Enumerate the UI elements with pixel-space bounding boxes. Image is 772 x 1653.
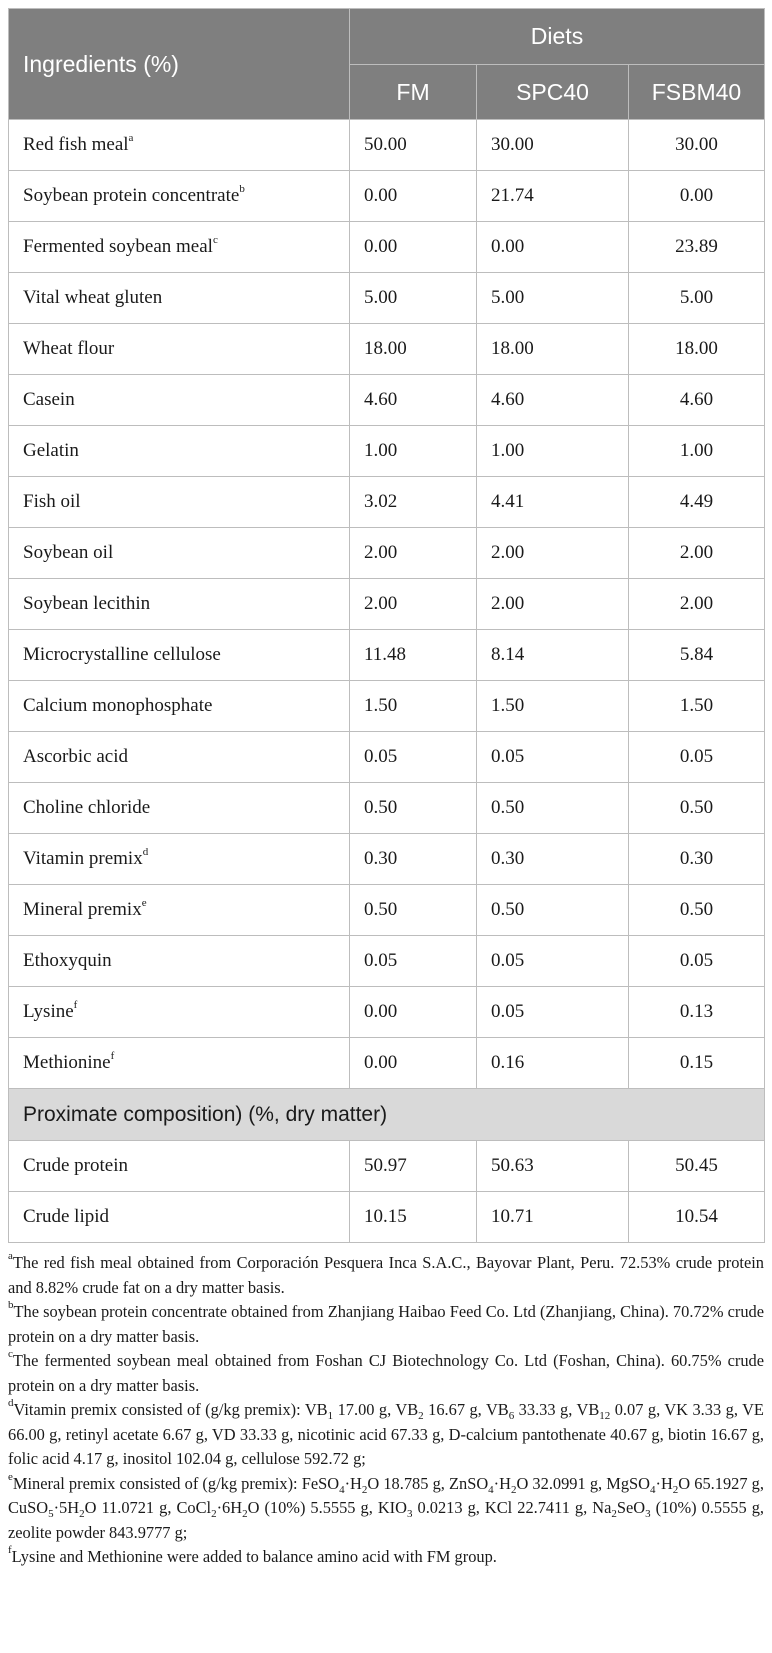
cell-value: 1.50 (350, 681, 477, 732)
cell-value: 5.84 (629, 630, 765, 681)
table-row (9, 783, 765, 834)
ingredient-name: Calcium monophosphate (9, 681, 350, 732)
table-row (9, 987, 765, 1038)
cell-value: 23.89 (629, 222, 765, 273)
cell-value: 0.30 (477, 834, 629, 885)
cell-value: 0.05 (629, 732, 765, 783)
footnote-c: $^c$The fermented soybean meal obtained from Foshan CJ Biotechnology Co. Ltd (Foshan, China). 60.75% crude protein on a dry matter basis. (8, 1348, 764, 1395)
table-row (9, 273, 765, 324)
ingredient-name: Soybean oil (9, 528, 350, 579)
cell-value: 50.45 (629, 1141, 765, 1192)
proximate-name: Crude protein (9, 1141, 350, 1192)
cell-value: 0.05 (629, 936, 765, 987)
table-row (9, 375, 765, 426)
table-row (9, 630, 765, 681)
footnote-e: $^e$Mineral premix consisted of (g/kg premix): $FeSO_4\cdot H_2O$ 18.785 g, $ZnSO_4\cdot H_2O$ 32.0991 g, $MgSO_4\cdot H_2O$ 65.1927 g, $CuSO_5\cdot 5H_2O$ 11.0721 g, $CoCl_2\cdot 6H_2O$ (10%) 5.5555 g, $KIO_3$ 0.0213 g, KCl 22.7411 g, $Na_2SeO_3$ (10%) 0.5555 g, zeolite powder 843.9777 g; (8, 1470, 765, 1542)
cell-value: 0.50 (350, 885, 477, 936)
cell-value: 0.00 (477, 222, 629, 273)
cell-value: 50.00 (350, 120, 477, 171)
cell-value: 0.05 (350, 732, 477, 783)
footnote-d: $^d$Vitamin premix consisted of (g/kg premix): $VB_1$ 17.00 g, $VB_2$ 16.67 g, $VB_6$ 33.33 g, $VB_{12}$ 0.07 g, VK 3.33 g, VE 66.00 g, retinyl acetate 6.67 g, VD 33.33 g, nicotinic acid 67.33 g, D-calcium pantothenate 40.67 g, biotin 16.67 g, folic acid 4.17 g, inositol 102.04 g, cellulose 592.72 g; (8, 1397, 764, 1468)
cell-value: 4.60 (629, 375, 765, 426)
cell-value: 0.15 (629, 1038, 765, 1089)
cell-value: 0.50 (629, 885, 765, 936)
table-row (9, 171, 765, 222)
footnote-marker: a (128, 132, 134, 144)
ingredient-name: Choline chloride (9, 783, 350, 834)
cell-value: 4.60 (350, 375, 477, 426)
section-label: Proximate composition) (%, dry matter) (9, 1089, 765, 1141)
section-row (9, 1089, 765, 1141)
cell-value: 0.30 (350, 834, 477, 885)
cell-value: 0.00 (629, 171, 765, 222)
cell-value: 0.05 (477, 732, 629, 783)
cell-value: 2.00 (350, 528, 477, 579)
cell-value: 2.00 (350, 579, 477, 630)
table-row (9, 1038, 765, 1089)
header-spc40: SPC40 (477, 65, 629, 120)
proximate-name: Crude lipid (9, 1192, 350, 1243)
cell-value: 5.00 (629, 273, 765, 324)
cell-value: 5.00 (350, 273, 477, 324)
footnote-marker: d (142, 846, 149, 858)
cell-value: 0.50 (477, 783, 629, 834)
cell-value: 3.02 (350, 477, 477, 528)
header-fm: FM (350, 65, 477, 120)
table-row (9, 528, 765, 579)
cell-value: 0.05 (477, 987, 629, 1038)
cell-value: 18.00 (350, 324, 477, 375)
cell-value: 1.50 (629, 681, 765, 732)
cell-value: 30.00 (629, 120, 765, 171)
cell-value: 1.50 (477, 681, 629, 732)
table-row (9, 732, 765, 783)
table-row (9, 477, 765, 528)
cell-value: 2.00 (477, 528, 629, 579)
cell-value: 1.00 (629, 426, 765, 477)
ingredient-name: Soybean protein concentrate$^b$ (9, 171, 350, 222)
ingredient-name: Wheat flour (9, 324, 350, 375)
cell-value: 21.74 (477, 171, 629, 222)
ingredient-name: Microcrystalline cellulose (9, 630, 350, 681)
table-row (9, 681, 765, 732)
ingredient-name: Ascorbic acid (9, 732, 350, 783)
cell-value: 4.60 (477, 375, 629, 426)
diet-table (8, 8, 765, 1243)
footnote-marker: b (239, 183, 245, 195)
table-row (9, 1141, 765, 1192)
ingredient-name: Fermented soybean meal$^c$ (9, 222, 350, 273)
cell-value: 0.05 (350, 936, 477, 987)
cell-value: 11.48 (350, 630, 477, 681)
ingredient-name: Lysine$^f$ (9, 987, 350, 1038)
cell-value: 10.54 (629, 1192, 765, 1243)
ingredient-name: Casein (9, 375, 350, 426)
footnote-a: $^a$The red fish meal obtained from Corporación Pesquera Inca S.A.C., Bayovar Plant, Peru. 72.53% crude protein and 8.82% crude fat on a dry matter basis. (8, 1250, 764, 1297)
cell-value: 5.00 (477, 273, 629, 324)
table-row (9, 426, 765, 477)
footnote-marker: f (73, 999, 78, 1011)
header-ingredients: Ingredients (%) (9, 9, 350, 120)
cell-value: 2.00 (629, 579, 765, 630)
table-row (9, 834, 765, 885)
cell-value: 0.50 (477, 885, 629, 936)
cell-value: 0.00 (350, 222, 477, 273)
ingredient-name: Ethoxyquin (9, 936, 350, 987)
cell-value: 18.00 (629, 324, 765, 375)
table-row (9, 120, 765, 171)
table-row (9, 222, 765, 273)
ingredient-rows (9, 120, 765, 1089)
cell-value: 0.00 (350, 171, 477, 222)
cell-value: 0.00 (350, 1038, 477, 1089)
table-row (9, 1192, 765, 1243)
header-fsbm40: FSBM40 (629, 65, 765, 120)
cell-value: 18.00 (477, 324, 629, 375)
cell-value: 0.50 (350, 783, 477, 834)
cell-value: 2.00 (629, 528, 765, 579)
cell-value: 0.16 (477, 1038, 629, 1089)
footnote-b: $^b$The soybean protein concentrate obtained from Zhanjiang Haibao Feed Co. Ltd (Zhanjiang, China). 70.72% crude protein on a dry matter basis. (8, 1299, 764, 1346)
cell-value: 30.00 (477, 120, 629, 171)
cell-value: 4.49 (629, 477, 765, 528)
cell-value: 4.41 (477, 477, 629, 528)
footnotes (8, 1251, 764, 1570)
cell-value: 1.00 (350, 426, 477, 477)
ingredient-name: Vitamin premix$^d$ (9, 834, 350, 885)
proximate-rows (9, 1141, 765, 1243)
header-diets: Diets (350, 9, 765, 65)
ingredient-name: Mineral premix$^e$ (9, 885, 350, 936)
footnote-marker: c (212, 234, 218, 246)
table-row (9, 324, 765, 375)
table-row (9, 936, 765, 987)
ingredient-name: Red fish meal$^a$ (9, 120, 350, 171)
cell-value: 50.63 (477, 1141, 629, 1192)
ingredient-name: Methionine$^f$ (9, 1038, 350, 1089)
ingredient-name: Vital wheat gluten (9, 273, 350, 324)
cell-value: 0.05 (477, 936, 629, 987)
cell-value: 0.50 (629, 783, 765, 834)
ingredient-name: Soybean lecithin (9, 579, 350, 630)
ingredient-name: Fish oil (9, 477, 350, 528)
cell-value: 2.00 (477, 579, 629, 630)
table-row (9, 579, 765, 630)
cell-value: 50.97 (350, 1141, 477, 1192)
cell-value: 10.71 (477, 1192, 629, 1243)
table-row (9, 885, 765, 936)
diet-composition-document (8, 8, 764, 1570)
cell-value: 8.14 (477, 630, 629, 681)
footnote-marker: e (141, 897, 147, 909)
footnote-f: $^f$Lysine and Methionine were added to balance amino acid with FM group. (8, 1544, 497, 1566)
cell-value: 10.15 (350, 1192, 477, 1243)
cell-value: 0.00 (350, 987, 477, 1038)
ingredient-name: Gelatin (9, 426, 350, 477)
cell-value: 0.13 (629, 987, 765, 1038)
footnote-marker: f (110, 1050, 115, 1062)
cell-value: 0.30 (629, 834, 765, 885)
cell-value: 1.00 (477, 426, 629, 477)
